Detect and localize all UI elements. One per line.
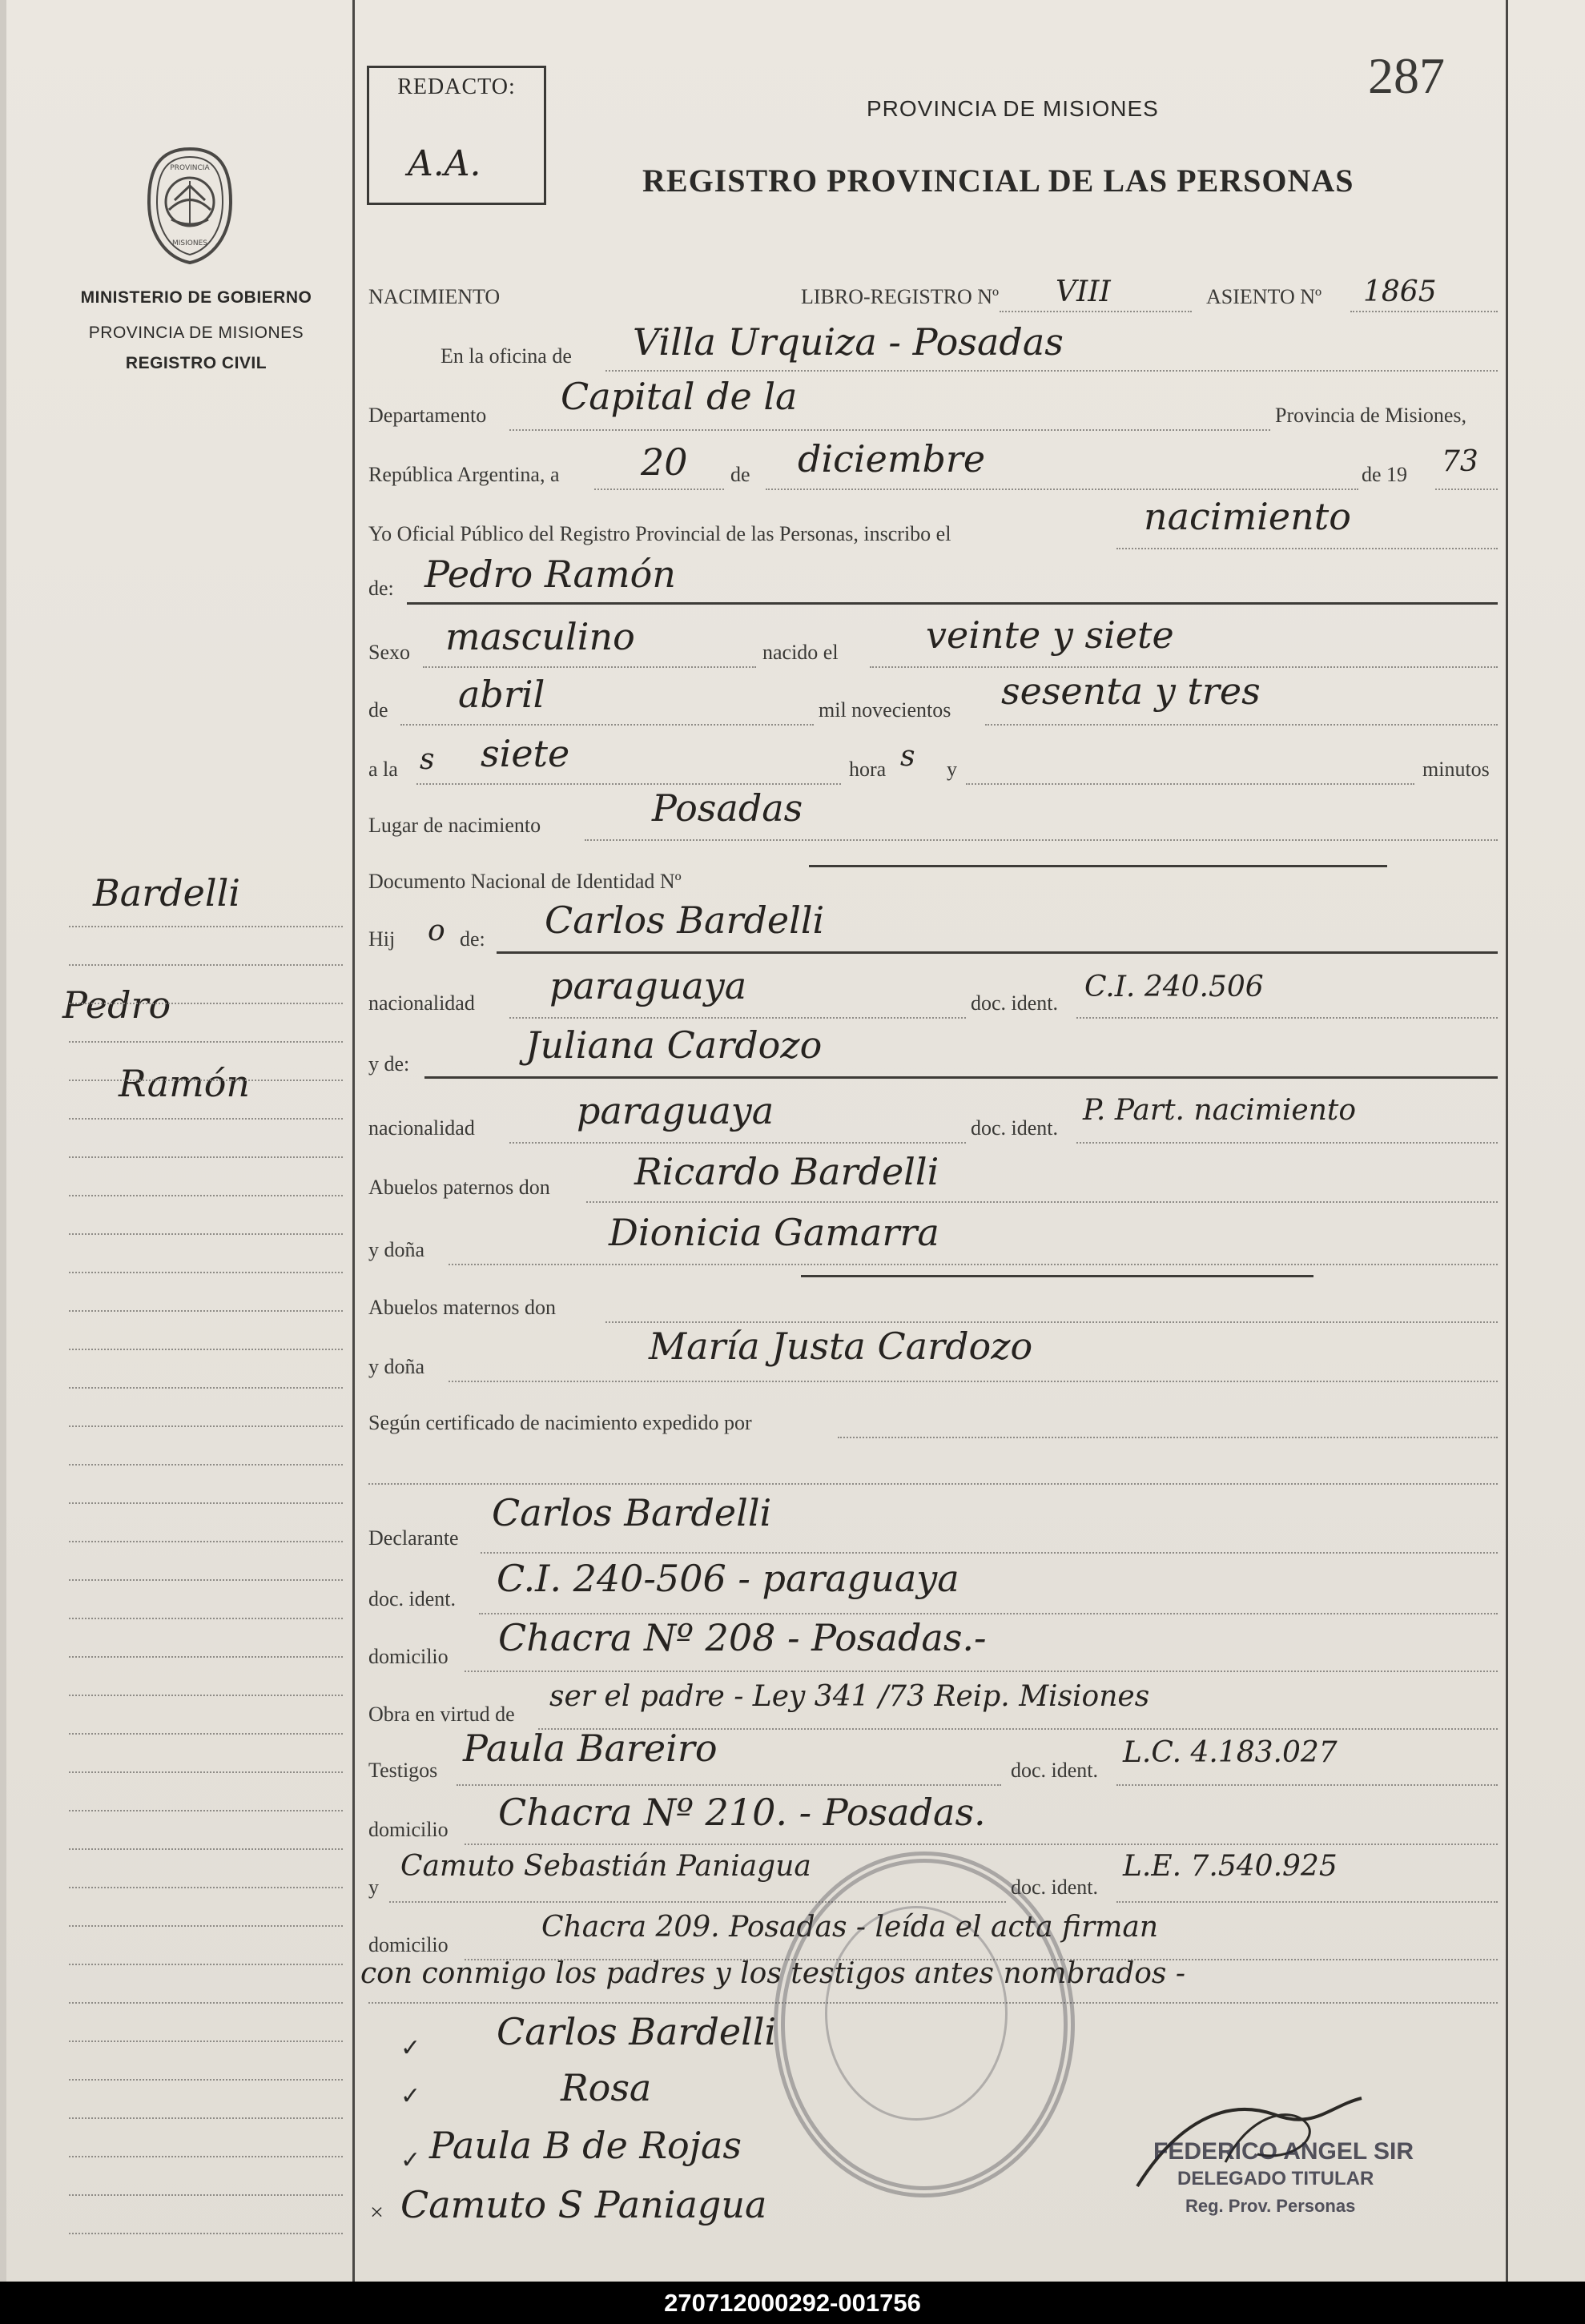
departamento-value: Capital de la: [561, 375, 798, 418]
hijo-de-label: de:: [460, 927, 485, 951]
archive-code-footer: 270712000292-001756: [0, 2282, 1585, 2324]
madre-nac-value: paraguaya: [577, 1089, 774, 1132]
abuela-pat-value: Dionicia Gamarra: [609, 1211, 939, 1254]
redacto-label: REDACTO:: [397, 74, 516, 99]
stamp-line-1: FEDERICO ANGEL SIR: [1153, 2138, 1414, 2165]
margin-ruled-line: [69, 1925, 343, 1927]
margin-ruled-line: [69, 1579, 343, 1581]
registry-title: REGISTRO PROVINCIAL DE LAS PERSONAS: [642, 163, 1354, 199]
asiento-label: ASIENTO Nº: [1206, 285, 1322, 308]
margin-ruled-line: [69, 2194, 343, 2196]
padre-doc-label: doc. ident.: [971, 991, 1059, 1015]
padre-value: Carlos Bardelli: [545, 899, 825, 942]
abuela-pat-label: y doña: [368, 1238, 425, 1261]
decl-dom-value: Chacra Nº 208 - Posadas.-: [498, 1616, 987, 1659]
margin-ruled-line: [69, 1310, 343, 1312]
obra-value: ser el padre - Ley 341 /73 Reip. Misiones: [549, 1680, 1150, 1713]
mil-label: mil novecientos: [819, 698, 951, 722]
dni-label: Documento Nacional de Identidad Nº: [368, 870, 682, 893]
margin-ruled-line: [69, 1502, 343, 1504]
margin-ruled-line: [69, 1425, 343, 1427]
testigo2-value: Camuto Sebastián Paniagua: [400, 1850, 811, 1883]
margin-ruled-line: [69, 1003, 343, 1004]
seal-bottom-text: MISIONES: [171, 239, 208, 247]
margin-rule: [352, 0, 355, 2282]
margin-ruled-line: [69, 1118, 343, 1120]
asiento-value: 1865: [1363, 275, 1437, 308]
margin-ruled-line: [69, 1233, 343, 1235]
decl-dom-label: domicilio: [368, 1645, 449, 1668]
margin-ruled-line: [69, 1618, 343, 1619]
madre-doc-value: P. Part. nacimiento: [1083, 1094, 1357, 1127]
horas-suffix: s: [900, 740, 915, 773]
margin-ruled-line: [69, 1541, 343, 1542]
provincial-seal-icon: [143, 146, 237, 266]
margin-ruled-line: [69, 2041, 343, 2042]
sexo-label: Sexo: [368, 641, 410, 664]
official-round-stamp-inner: [825, 1906, 1008, 2121]
padre-nac-value: paraguaya: [549, 964, 747, 1007]
margin-ruled-line: [69, 1810, 343, 1811]
sexo-value: masculino: [445, 615, 635, 658]
madre-nac-label: nacionalidad: [368, 1116, 475, 1140]
margin-ruled-line: [69, 2156, 343, 2157]
signature-second: Rosa: [561, 2066, 652, 2109]
margin-ruled-line: [69, 1195, 343, 1196]
mes-value: diciembre: [798, 437, 986, 480]
testigo1-doc-value: L.C. 4.183.027: [1123, 1736, 1338, 1769]
testigo2-dom-label: domicilio: [368, 1933, 449, 1956]
libro-value: VIII: [1056, 275, 1111, 308]
dia-value: 20: [641, 440, 688, 484]
testigos-label: Testigos: [368, 1759, 438, 1782]
margin-ruled-line: [69, 2079, 343, 2081]
hora-value: siete: [481, 732, 570, 775]
abuelos-mat-label: Abuelos maternos don: [368, 1296, 556, 1319]
declarante-label: Declarante: [368, 1526, 459, 1550]
segun-label: Según certificado de nacimiento expedido por: [368, 1411, 752, 1434]
testigo1-value: Paula Bareiro: [463, 1727, 718, 1770]
provincia-label: Provincia de Misiones,: [1275, 404, 1467, 427]
sidebar-registry: REGISTRO CIVIL: [125, 354, 268, 372]
padre-doc-value: C.I. 240.506: [1084, 971, 1264, 1003]
decl-doc-label: doc. ident.: [368, 1587, 457, 1610]
margin-ruled-line: [69, 1771, 343, 1773]
testigo1-dom-label: domicilio: [368, 1818, 449, 1841]
nombre-label: de:: [368, 577, 394, 600]
margin-ruled-line: [69, 1041, 343, 1043]
anio-nac-value: sesenta y tres: [1001, 669, 1261, 713]
padre-nac-label: nacionalidad: [368, 991, 475, 1015]
mes-nac-value: abril: [458, 673, 545, 716]
nacido-value: veinte y siete: [926, 613, 1174, 657]
margin-ruled-line: [69, 1964, 343, 1965]
anio-value: 73: [1442, 445, 1478, 478]
decl-doc-value: C.I. 240-506 - paraguaya: [497, 1557, 959, 1600]
y-label: y: [947, 758, 957, 781]
sig-mark-1: ✓: [400, 2035, 421, 2061]
sidebar-province: PROVINCIA DE MISIONES: [88, 324, 304, 342]
oficial-label: Yo Oficial Público del Registro Provincial de las Personas, inscribo el: [368, 522, 951, 545]
abuela-mat-label: y doña: [368, 1355, 425, 1378]
madre-value: Juliana Cardozo: [525, 1023, 823, 1067]
departamento-label: Departamento: [368, 404, 487, 427]
abuelo-pat-value: Ricardo Bardelli: [634, 1150, 939, 1193]
margin-ruled-line: [69, 1272, 343, 1273]
testigo1-dom-value: Chacra Nº 210. - Posadas.: [498, 1791, 986, 1834]
de-label: de: [730, 463, 750, 486]
official-stamp-text: [1153, 2138, 1414, 2220]
margin-ruled-line: [69, 1656, 343, 1658]
margin-surname: Bardelli: [93, 871, 241, 915]
hijo-label: Hij: [368, 927, 396, 951]
nacido-label: nacido el: [762, 641, 839, 664]
province-header: PROVINCIA DE MISIONES: [867, 96, 1159, 121]
testigo1-doc-label: doc. ident.: [1011, 1759, 1099, 1782]
redacto-box: [367, 66, 546, 205]
lugar-value: Posadas: [652, 786, 803, 830]
margin-ruled-line: [69, 2002, 343, 2004]
margin-ruled-line: [69, 2117, 343, 2119]
page-number: 287: [1368, 47, 1445, 104]
binding-edge: [0, 0, 6, 2282]
act-type-label: NACIMIENTO: [368, 285, 501, 308]
stamp-line-2: DELEGADO TITULAR: [1177, 2168, 1374, 2189]
margin-ruled-line: [69, 926, 343, 927]
de19-label: de 19: [1362, 463, 1408, 486]
hijo-suffix: o: [428, 915, 445, 947]
cierre-value: con conmigo los padres y los testigos antes nombrados -: [360, 1957, 1185, 1990]
nombre-value: Pedro Ramón: [424, 553, 676, 596]
margin-first-name: Pedro: [62, 983, 171, 1027]
testigo2-doc-label: doc. ident.: [1011, 1876, 1099, 1899]
stamp-line-3: Reg. Prov. Personas: [1185, 2196, 1356, 2216]
margin-ruled-line: [69, 1349, 343, 1350]
right-rule: [1506, 0, 1508, 2282]
seal-top-text: PROVINCIA: [170, 164, 210, 172]
margin-ruled-line: [69, 964, 343, 966]
signature-father: Carlos Bardelli: [497, 2010, 777, 2053]
ala-suffix: s: [420, 743, 435, 776]
signature-witness-1: Paula B de Rojas: [429, 2124, 742, 2167]
sig-mark-2: ✓: [400, 2083, 421, 2109]
abuela-mat-value: María Justa Cardozo: [649, 1325, 1033, 1368]
madre-label: y de:: [368, 1052, 410, 1076]
oficial-value: nacimiento: [1144, 495, 1351, 538]
testigo2-y-label: y: [368, 1876, 379, 1899]
margin-ruled-line: [69, 1848, 343, 1850]
signature-witness-2: Camuto S Paniagua: [400, 2183, 767, 2226]
republica-label: República Argentina, a: [368, 463, 560, 486]
redacto-value: A.A.: [408, 143, 481, 184]
obra-label: Obra en virtud de: [368, 1703, 515, 1726]
margin-ruled-line: [69, 1695, 343, 1696]
margin-ruled-line: [69, 1464, 343, 1466]
margin-ruled-line: [69, 1080, 343, 1081]
de2-label: de: [368, 698, 388, 722]
sidebar-ministry: MINISTERIO DE GOBIERNO: [80, 288, 312, 307]
testigo2-doc-value: L.E. 7.540.925: [1123, 1850, 1338, 1883]
sig-mark-4: ×: [370, 2199, 384, 2225]
madre-doc-label: doc. ident.: [971, 1116, 1059, 1140]
margin-ruled-line: [69, 1887, 343, 1888]
horas-label: hora: [849, 758, 887, 781]
ala-label: a la: [368, 758, 398, 781]
oficina-label: En la oficina de: [441, 344, 572, 368]
margin-second-name: Ramón: [119, 1062, 251, 1105]
abuelos-pat-label: Abuelos paternos don: [368, 1176, 550, 1199]
declarante-value: Carlos Bardelli: [492, 1491, 772, 1534]
lugar-label: Lugar de nacimiento: [368, 814, 541, 837]
minutos-label: minutos: [1422, 758, 1490, 781]
libro-label: LIBRO-REGISTRO Nº: [801, 285, 1000, 308]
margin-ruled-line: [69, 1733, 343, 1735]
testigo2-dom-value: Chacra 209. Posadas - leída el acta firman: [541, 1911, 1159, 1944]
margin-ruled-line: [69, 1387, 343, 1389]
margin-ruled-line: [69, 2233, 343, 2234]
oficina-value: Villa Urquiza - Posadas: [633, 320, 1064, 364]
margin-ruled-line: [69, 1156, 343, 1158]
sig-mark-3: ✓: [400, 2147, 421, 2173]
